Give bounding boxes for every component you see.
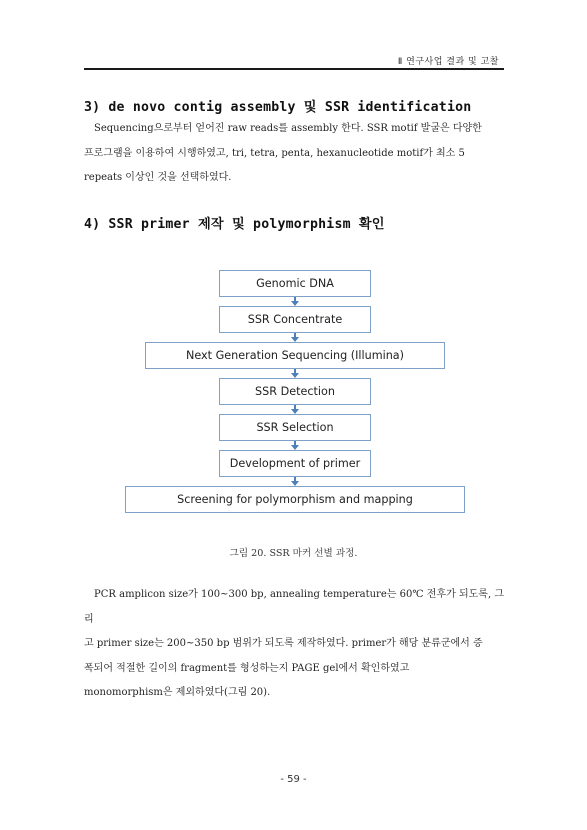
paragraph-line: repeats 이상인 것을 선택하였다. — [84, 172, 232, 183]
flow-step-ssr-selection: SSR Selection — [219, 414, 371, 441]
header-rule — [84, 68, 504, 70]
section-3-heading: 3) de novo contig assembly 및 SSR identification — [84, 100, 472, 115]
flow-step-genomic-dna: Genomic DNA — [219, 270, 371, 297]
paragraph-line: 프로그램을 이용하여 시행하였고, tri, tetra, penta, hexanucleotide motif가 최소 5 — [84, 147, 465, 159]
flow-step-ngs: Next Generation Sequencing (Illumina) — [145, 342, 445, 369]
page-number: - 59 - — [280, 774, 307, 785]
flow-step-ssr-detection: SSR Detection — [219, 378, 371, 405]
flow-step-development-of-primer: Development of primer — [219, 450, 371, 477]
section-4-heading: 4) SSR primer 제작 및 polymorphism 확인 — [84, 217, 385, 232]
flow-step-screening: Screening for polymorphism and mapping — [125, 486, 465, 513]
running-header: Ⅱ 연구사업 결과 및 고찰 — [397, 57, 499, 67]
paragraph-line: 고 primer size는 200~350 bp 범위가 되도록 제작하였다. primer가 해당 분류군에서 증 — [84, 638, 483, 649]
paragraph-line: monomorphism은 제외하였다(그림 20). — [84, 687, 271, 698]
flow-step-ssr-concentrate: SSR Concentrate — [219, 306, 371, 333]
paragraph-line: 폭되어 적절한 길이의 fragment를 형성하는지 PAGE gel에서 확인하였고 — [84, 662, 410, 674]
section-3-paragraph — [84, 117, 504, 191]
paragraph-line: PCR amplicon size가 100~300 bp, annealing temperature는 60℃ 전후가 되도록, 그리 — [84, 589, 504, 625]
primer-paragraph — [84, 583, 504, 706]
figure-caption: 그림 20. SSR 마커 선별 과정. — [229, 548, 358, 559]
paragraph-line: Sequencing으로부터 얻어진 raw reads를 assembly 한다. SSR motif 발굴은 다양한 — [94, 123, 482, 134]
